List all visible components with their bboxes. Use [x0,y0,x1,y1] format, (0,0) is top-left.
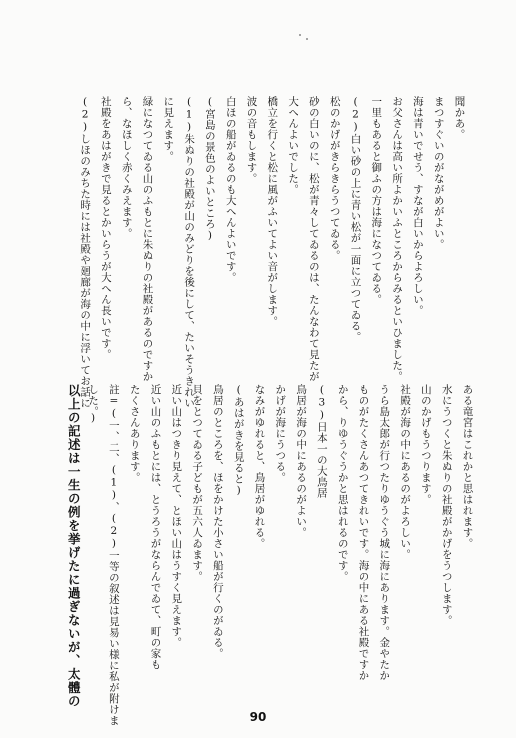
text-column: 近い山はつきり見えて、とほい山はうすく見えます。 [170,384,183,648]
text-column: 海は青いでせう、すなが白いからよろしい。 [411,96,424,316]
text-column: 砂の白いのに、松が青々してゐるのは、たんなわて見たが [307,96,320,382]
text-column: 聞かあ。 [453,96,466,140]
text-column: した。) [87,384,100,425]
text-column: 緑になつてゐる山のふもとに朱ぬりの社殿があるのですか [141,96,154,382]
text-column: 山のかげもうつります。 [419,384,432,505]
text-column: (あはがきを見ると) [232,384,245,497]
scan-speck [299,34,301,36]
text-column: 水にうつくと朱ぬりの社殿がかげをうつします。 [440,384,453,626]
text-column: 近い山のふもとには、とうろうがならんでゐて、町の家も [149,384,162,670]
text-column: に見えます。 [162,96,175,162]
text-column: 橋立を行くと松に風がふいてよい音がします。 [266,96,279,327]
text-column: まつすぐいのがながめがよい。 [432,96,445,250]
text-column: (3)日本一の大鳥居 [315,384,328,499]
text-column: 鳥居のところを、ほをかけた小さい船が行くのがゐる。 [211,384,224,659]
text-column: 白ほの船がゐるのも大へんよいです。 [224,96,237,283]
text-column: お父さんは高い所よかいふところからみるといひました。 [391,96,404,382]
text-column: 大へんよいでした。 [287,96,300,195]
text-column: 社殿が海の中にあるのがよろしい。 [399,384,412,560]
text-column: 波の音もします。 [245,96,258,184]
page-number: 90 [249,710,267,724]
text-column: 社殿をあはがきで見るとかいらうが大へん長いです。 [99,96,112,360]
text-column: (2)しほのみちた時には社殿や廻廊が海の中に浮いてお話に [79,96,92,409]
scan-speck [306,38,308,40]
text-column: うら島太郎が行つたりゆうぐう城に海にあります。金やたか [378,384,391,681]
text-column: 以上の記述は一生の例を挙げたに過ぎないが、太體の [66,384,82,708]
text-column: 貝をとつてゐる子どもが五六人ゐます。 [191,384,204,582]
text-column: (1)朱ぬりの社殿が山のみどりを後にして、たいそうきれい [183,96,196,409]
text-column: 一里もあると御ふの方は海になつてゐる。 [370,96,383,305]
text-column: 松のかげがきらきらうつてゐる。 [328,96,341,261]
text-column: から、りゆうぐうかと思はれるのです。 [336,384,349,582]
text-column: たくさんあります。 [128,384,141,483]
text-column: ある竜宮はこれかと思はれます。 [461,384,474,549]
text-column: (2)白い砂の上に青い松が一面に立つてゐる。 [349,96,362,343]
text-column: なみがゆれると、鳥居がゆれる。 [253,384,266,549]
text-column: ものがたくさんあつてきれいです。海の中にある社殿ですか [357,384,370,681]
text-column: かげが海にうつる。 [274,384,287,483]
text-column: ら、なほしく赤くみえます。 [120,96,133,239]
text-column: 註=(一、二、(1)、(2)一等の叙述は見易い様に私が附けま [107,384,120,726]
text-column: 鳥居が海の中にあるのがよい。 [295,384,308,538]
text-column: (宮島の景色のよいところ) [203,96,216,242]
